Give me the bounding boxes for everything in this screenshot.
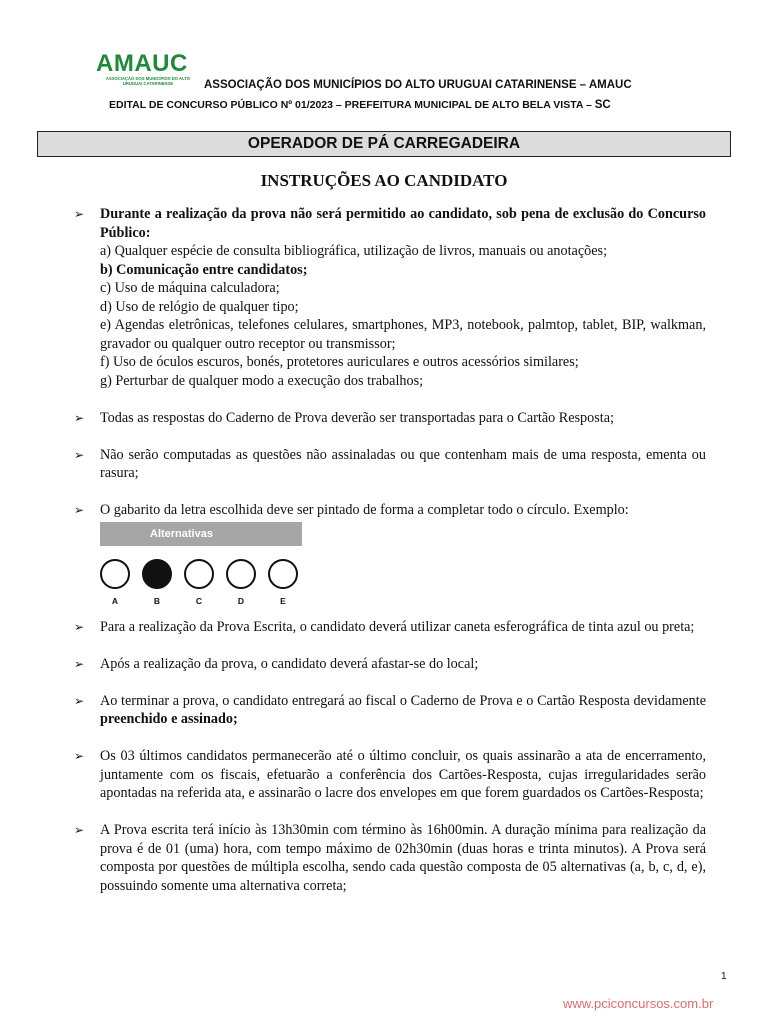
- arrow-bullet-icon: ➢: [74, 619, 85, 634]
- instruction-text: O gabarito da letra escolhida deve ser pintado de forma a completar todo o círculo. Exemplo:: [100, 502, 629, 518]
- rule-e: e) Agendas eletrônicas, telefones celulares, smartphones, MP3, notebook, palmtop, tablet, BIP, walkman, gravador ou qualquer outro receptor ou transmissor;: [100, 317, 706, 352]
- bubble-label-e: E: [280, 595, 286, 606]
- bubble-label-d: D: [237, 595, 245, 606]
- rule-a: a) Qualquer espécie de consulta bibliográfica, utilização de livros, manuais ou anotações;: [100, 243, 608, 259]
- instruction-text: Após a realização da prova, o candidato deverá afastar-se do local;: [100, 655, 479, 672]
- instruction-intro: Durante a realização da prova não será permitido ao candidato, sob pena de exclusão do Concurso Público:: [100, 206, 706, 241]
- bubble-d: [226, 559, 256, 589]
- instruction-text: A Prova escrita terá início às 13h30min com término às 16h00min. A duração mínima para realização da prova é de 01 (uma) hora, com tempo máximo de 02h30min (duas horas e trinta minutos). A Prova será composta por questões de múltipla escolha, sendo cada questão composta de 05 alternativas (a, b, c, d, e), possuindo somente uma alternativa correta;: [100, 822, 706, 894]
- instruction-item: [74, 692, 706, 729]
- bubble-e: [268, 559, 298, 589]
- arrow-bullet-icon: ➢: [74, 693, 85, 708]
- instruction-text: Os 03 últimos candidatos permanecerão até o último concluir, os quais assinarão a ata de encerramento, juntamente com os fiscais, efetuarão a conferência dos Cartões-Resposta, cujas irregularidades serão apontadas na referida ata, e assinarão o lacre dos envelopes em que forem guardados os Cartões-Resposta;: [100, 748, 706, 801]
- arrow-bullet-icon: ➢: [74, 503, 85, 517]
- bubble-b-filled: [142, 559, 172, 589]
- arrow-bullet-icon: ➢: [74, 410, 85, 425]
- instruction-text: Para a realização da Prova Escrita, o candidato deverá utilizar caneta esferográfica de tinta azul ou preta;: [100, 618, 695, 635]
- association-header: ASSOCIAÇÃO DOS MUNICÍPIOS DO ALTO URUGUAI CATARINENSE – AMAUC: [204, 79, 632, 91]
- bubble-label-a: A: [111, 595, 119, 606]
- instruction-item: [74, 618, 706, 637]
- instruction-item: [74, 655, 706, 674]
- bubble-c: [184, 559, 214, 589]
- instruction-item: [74, 409, 706, 428]
- arrow-bullet-icon: ➢: [74, 656, 85, 671]
- instruction-text-regular: Ao terminar a prova, o candidato entregará ao fiscal o Caderno de Prova e o Cartão Resposta devidamente: [100, 692, 706, 709]
- arrow-bullet-icon: ➢: [74, 207, 85, 221]
- answer-example-figure: [100, 522, 340, 618]
- rule-d: d) Uso de relógio de qualquer tipo;: [100, 298, 299, 315]
- instruction-text: Não serão computadas as questões não assinaladas ou que contenham mais de uma resposta, ementa ou rasura;: [100, 446, 706, 481]
- amauc-logo: [96, 52, 200, 90]
- bubble-label-b: B: [153, 595, 161, 606]
- footer-url: www.pciconcursos.com.br: [563, 996, 714, 1011]
- rule-g: g) Perturbar de qualquer modo a execução dos trabalhos;: [100, 372, 424, 389]
- instructions-list: [74, 205, 706, 895]
- rule-b: b) Comunicação entre candidatos;: [100, 261, 308, 278]
- arrow-bullet-icon: ➢: [74, 749, 85, 763]
- alternatives-bar: Alternativas: [100, 522, 302, 546]
- instruction-text: [100, 692, 706, 729]
- page-number: 1: [721, 971, 727, 982]
- logo-text: AMAUC: [96, 50, 188, 77]
- instruction-item: [74, 821, 706, 895]
- rule-f: f) Uso de óculos escuros, bonés, protetores auriculares e outros acessórios similares;: [100, 354, 579, 370]
- bubble-a: [100, 559, 130, 589]
- edital-state: SC: [594, 99, 611, 111]
- instruction-item: [74, 747, 706, 803]
- instruction-item: [74, 501, 706, 520]
- instruction-text: Todas as respostas do Caderno de Prova deverão ser transportadas para o Cartão Resposta;: [100, 409, 614, 426]
- instructions-heading: INSTRUÇÕES AO CANDIDATO: [260, 171, 508, 190]
- edital-header: [109, 99, 611, 111]
- page-title: OPERADOR DE PÁ CARREGADEIRA: [37, 131, 731, 157]
- instruction-text-bold: preenchido e assinado;: [100, 711, 238, 727]
- arrow-bullet-icon: ➢: [74, 447, 85, 462]
- logo-subtext: ASSOCIAÇÃO DOS MUNICÍPIOS DO ALTO URUGUAI CATARINENSE: [105, 76, 191, 86]
- instruction-item: [74, 205, 706, 390]
- bubble-label-c: C: [195, 595, 203, 606]
- edital-text: EDITAL DE CONCURSO PÚBLICO Nº 01/2023 – PREFEITURA MUNICIPAL DE ALTO BELA VISTA –: [109, 99, 592, 111]
- arrow-bullet-icon: ➢: [74, 823, 85, 837]
- instruction-item: [74, 446, 706, 483]
- rule-c: c) Uso de máquina calculadora;: [100, 280, 280, 296]
